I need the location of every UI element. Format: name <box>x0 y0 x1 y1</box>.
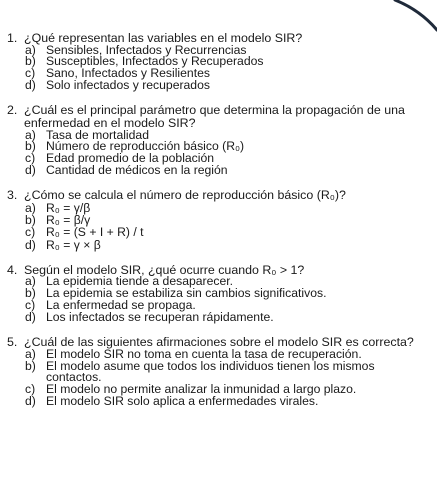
option-letter: b) <box>25 54 36 69</box>
option-text: Sensibles, Infectados y Recurrencias <box>46 42 247 57</box>
option-letter: b) <box>25 286 36 301</box>
option-list <box>24 202 425 251</box>
option-letter: a) <box>25 127 36 142</box>
option-text: El modelo asume que todos los individuos tienen los mismos contactos. <box>46 358 375 385</box>
option-text: Tasa de mortalidad <box>46 127 149 142</box>
option-text: Edad promedio de la población <box>46 151 215 165</box>
question-4 <box>0 264 437 323</box>
option-letter: b) <box>25 213 36 228</box>
option-letter: c) <box>25 151 36 165</box>
option-text: R₀ = γ/β <box>46 201 91 215</box>
option-text: La epidemia se estabiliza sin cambios significativos. <box>46 286 327 301</box>
option-letter: d) <box>25 309 36 324</box>
option-letter: a) <box>25 274 36 289</box>
option-letter: a) <box>25 201 36 215</box>
question-number: 2. <box>7 103 18 118</box>
option-d <box>24 77 425 92</box>
option-text: Solo infectados y recuperados <box>46 77 210 92</box>
option-list <box>24 42 425 92</box>
option-list <box>24 127 425 177</box>
option-letter: c) <box>25 225 36 240</box>
option-text: El modelo no permite analizar la inmunidad a largo plazo. <box>46 381 357 396</box>
question-text: ¿Cuál de las siguientes afirmaciones sobre el modelo SIR es correcta? <box>24 335 414 350</box>
option-d <box>24 162 425 177</box>
question-5 <box>0 336 437 407</box>
option-text: Los infectados se recuperan rápidamente. <box>46 309 274 324</box>
question-1 <box>0 32 437 91</box>
option-text: R₀ = (S + I + R) / t <box>46 225 144 240</box>
option-text: R₀ = γ × β <box>46 237 101 252</box>
option-letter: d) <box>25 237 36 252</box>
option-letter: a) <box>25 42 36 57</box>
option-d <box>24 239 425 251</box>
option-letter: d) <box>25 393 36 408</box>
question-text: ¿Cuál es el principal parámetro que determina la propagación de una enfermedad en el modelo SIR? <box>24 103 405 130</box>
option-text: El modelo SIR no toma en cuenta la tasa de recuperación. <box>46 346 362 361</box>
question-text: ¿Qué representan las variables en el modelo SIR? <box>24 31 303 45</box>
option-letter: d) <box>25 77 36 92</box>
option-text: La epidemia tiende a desaparecer. <box>46 274 234 289</box>
option-letter: c) <box>25 381 36 396</box>
question-number: 4. <box>7 262 18 277</box>
question-text: ¿Cómo se calcula el número de reproducción básico (R₀)? <box>24 188 346 203</box>
question-number: 5. <box>7 335 18 350</box>
option-letter: c) <box>25 66 36 80</box>
question-number: 3. <box>7 188 18 203</box>
option-text: El modelo SIR solo aplica a enfermedades virales. <box>46 393 319 408</box>
option-letter: a) <box>25 346 36 361</box>
option-text: La enfermedad se propaga. <box>46 297 196 312</box>
option-letter: b) <box>25 139 36 154</box>
option-d <box>24 393 425 408</box>
question-number: 1. <box>7 31 18 45</box>
option-letter: b) <box>25 358 36 373</box>
option-text: Sano, Infectados y Resilientes <box>46 66 210 80</box>
question-3 <box>0 189 437 250</box>
option-text: Número de reproducción básico (R₀) <box>46 139 245 154</box>
option-letter: c) <box>25 297 36 312</box>
option-text: R₀ = β/γ <box>46 213 91 228</box>
option-list <box>24 346 425 408</box>
option-text: Cantidad de médicos en la región <box>46 162 228 177</box>
option-d <box>24 309 425 324</box>
question-text: Según el modelo SIR, ¿qué ocurre cuando R₀ > 1? <box>24 262 305 277</box>
option-list <box>24 276 425 323</box>
question-2 <box>0 104 437 176</box>
option-text: Susceptibles, Infectados y Recuperados <box>46 54 264 69</box>
option-letter: d) <box>25 162 36 177</box>
option-b <box>24 358 425 385</box>
quiz-questions <box>0 32 437 407</box>
